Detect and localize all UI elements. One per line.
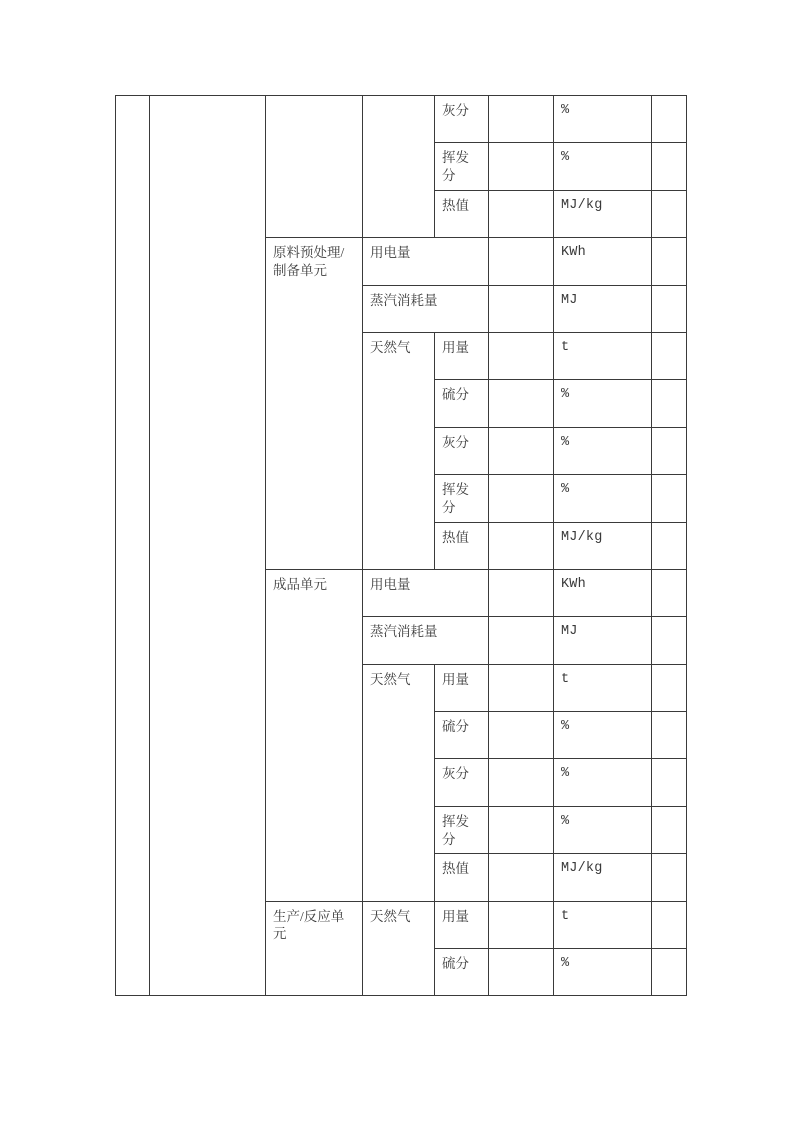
value-input-cell[interactable] — [489, 569, 554, 616]
value-input-cell[interactable] — [489, 522, 554, 569]
value-input-cell[interactable] — [489, 617, 554, 664]
item-label-steam: 蒸汽消耗量 — [363, 617, 489, 664]
param-label: 硫分 — [435, 380, 489, 427]
unit-label: MJ — [554, 617, 652, 664]
cell-unit-carryover — [266, 96, 363, 238]
cell-fuel-carryover — [363, 96, 435, 238]
unit-label: t — [554, 901, 652, 948]
item-label-electricity: 用电量 — [363, 569, 489, 616]
param-label: 硫分 — [435, 949, 489, 996]
process-unit-name-pretreatment: 原料预处理/制备单元 — [266, 238, 363, 570]
param-label: 热值 — [435, 522, 489, 569]
param-label: 用量 — [435, 664, 489, 711]
value-input-cell[interactable] — [489, 664, 554, 711]
value-input-cell[interactable] — [489, 238, 554, 285]
remark-cell[interactable] — [652, 285, 687, 332]
value-input-cell[interactable] — [489, 854, 554, 901]
remark-cell[interactable] — [652, 854, 687, 901]
unit-label: t — [554, 664, 652, 711]
item-label-electricity: 用电量 — [363, 238, 489, 285]
remark-cell[interactable] — [652, 664, 687, 711]
unit-label: % — [554, 143, 652, 190]
unit-label: % — [554, 759, 652, 806]
value-input-cell[interactable] — [489, 759, 554, 806]
table-row — [116, 96, 687, 143]
unit-label: % — [554, 427, 652, 474]
unit-label: MJ/kg — [554, 190, 652, 237]
unit-label: MJ — [554, 285, 652, 332]
param-label: 热值 — [435, 854, 489, 901]
unit-label: % — [554, 806, 652, 853]
value-input-cell[interactable] — [489, 332, 554, 379]
unit-label: % — [554, 475, 652, 522]
param-label: 挥发分 — [435, 475, 489, 522]
unit-label: % — [554, 712, 652, 759]
unit-label: % — [554, 949, 652, 996]
process-unit-name-finished-product: 成品单元 — [266, 569, 363, 901]
value-input-cell[interactable] — [489, 190, 554, 237]
value-input-cell[interactable] — [489, 285, 554, 332]
param-label: 用量 — [435, 332, 489, 379]
unit-label: MJ/kg — [554, 522, 652, 569]
param-label: 灰分 — [435, 96, 489, 143]
remark-cell[interactable] — [652, 332, 687, 379]
remark-cell[interactable] — [652, 949, 687, 996]
param-label: 热值 — [435, 190, 489, 237]
process-unit-name-production-reaction: 生产/反应单元 — [266, 901, 363, 996]
value-input-cell[interactable] — [489, 949, 554, 996]
remark-cell[interactable] — [652, 617, 687, 664]
param-label: 用量 — [435, 901, 489, 948]
cell-category-column — [150, 96, 266, 996]
unit-label: t — [554, 332, 652, 379]
item-label-steam: 蒸汽消耗量 — [363, 285, 489, 332]
remark-cell[interactable] — [652, 522, 687, 569]
remark-cell[interactable] — [652, 901, 687, 948]
param-label: 挥发分 — [435, 806, 489, 853]
remark-cell[interactable] — [652, 759, 687, 806]
remark-cell[interactable] — [652, 427, 687, 474]
value-input-cell[interactable] — [489, 380, 554, 427]
remark-cell[interactable] — [652, 143, 687, 190]
unit-label: MJ/kg — [554, 854, 652, 901]
value-input-cell[interactable] — [489, 143, 554, 190]
unit-label: % — [554, 380, 652, 427]
value-input-cell[interactable] — [489, 901, 554, 948]
remark-cell[interactable] — [652, 806, 687, 853]
remark-cell[interactable] — [652, 96, 687, 143]
param-label: 灰分 — [435, 759, 489, 806]
remark-cell[interactable] — [652, 238, 687, 285]
unit-label: KWh — [554, 569, 652, 616]
fuel-label-natural-gas: 天然气 — [363, 901, 435, 996]
value-input-cell[interactable] — [489, 712, 554, 759]
remark-cell[interactable] — [652, 712, 687, 759]
param-label: 灰分 — [435, 427, 489, 474]
remark-cell[interactable] — [652, 380, 687, 427]
value-input-cell[interactable] — [489, 427, 554, 474]
value-input-cell[interactable] — [489, 96, 554, 143]
unit-label: % — [554, 96, 652, 143]
remark-cell[interactable] — [652, 475, 687, 522]
param-label: 挥发分 — [435, 143, 489, 190]
value-input-cell[interactable] — [489, 806, 554, 853]
energy-consumption-table-wrapper — [115, 95, 686, 996]
fuel-label-natural-gas: 天然气 — [363, 664, 435, 901]
remark-cell[interactable] — [652, 569, 687, 616]
remark-cell[interactable] — [652, 190, 687, 237]
param-label: 硫分 — [435, 712, 489, 759]
value-input-cell[interactable] — [489, 475, 554, 522]
cell-index-column — [116, 96, 150, 996]
energy-consumption-table — [115, 95, 687, 996]
unit-label: KWh — [554, 238, 652, 285]
fuel-label-natural-gas: 天然气 — [363, 332, 435, 569]
